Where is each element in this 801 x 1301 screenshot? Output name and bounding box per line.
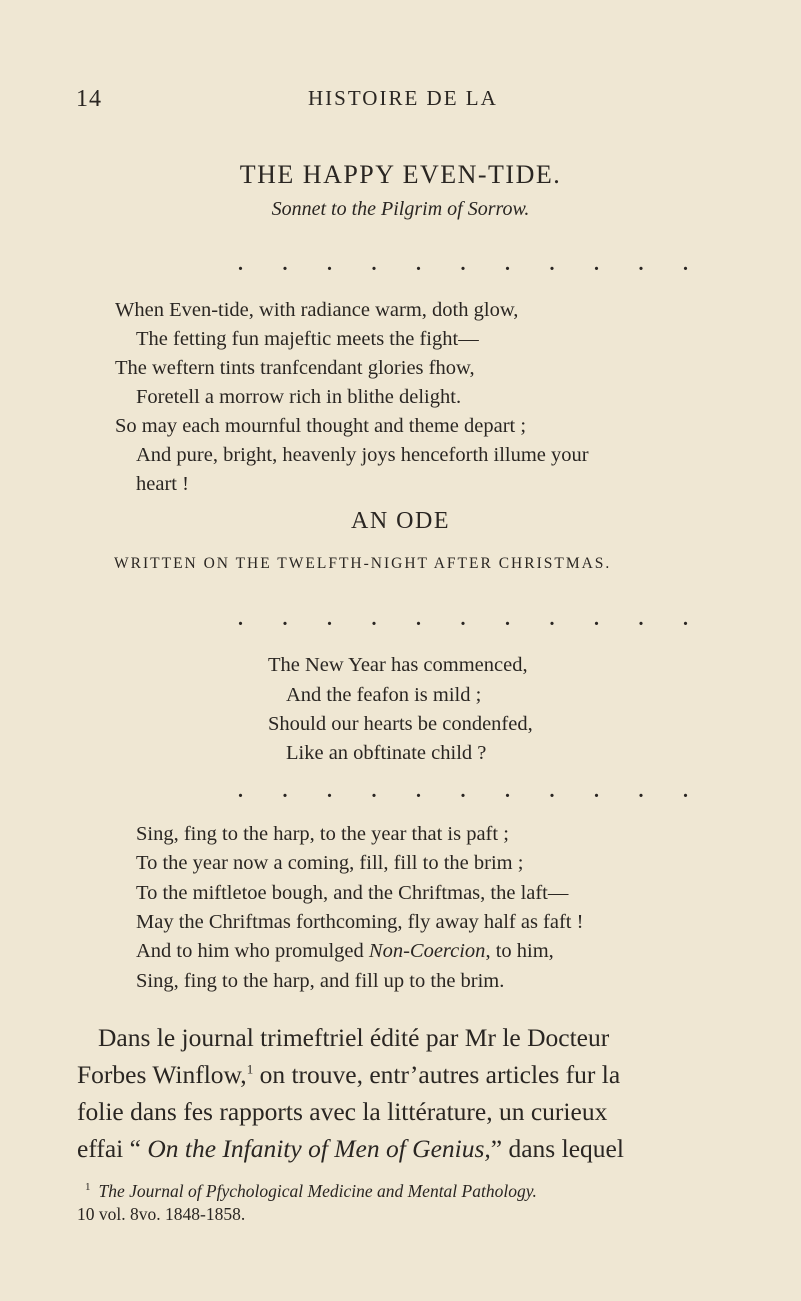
sonnet-subtitle: Sonnet to the Pilgrim of Sorrow. bbox=[271, 198, 530, 220]
prose-text: effai “ bbox=[77, 1134, 148, 1163]
footnote-line2: 10 vol. 8vo. 1848-1858. bbox=[77, 1204, 246, 1224]
prose-line bbox=[77, 1136, 624, 1162]
sonnet-line: So may each mournful thought and theme depart ; bbox=[115, 415, 527, 437]
ode-stanza2-line: To the miftletoe bough, and the Chriftmas, the laft— bbox=[136, 882, 569, 904]
sonnet-line: And pure, bright, heavenly joys henceforth illume your bbox=[136, 444, 589, 466]
running-head bbox=[0, 86, 801, 116]
ode-stanza2-line: Sing, fing to the harp, to the year that is paft ; bbox=[136, 823, 509, 845]
prose-line: folie dans fes rapports avec la littérature, un curieux bbox=[77, 1097, 608, 1126]
ode-title: AN ODE bbox=[351, 508, 450, 534]
prose-text: Forbes Winflow, bbox=[77, 1060, 247, 1089]
ode-stanza1-line: Like an obftinate child ? bbox=[286, 742, 487, 764]
prose-line: Dans le journal trimeftriel édité par Mr le Docteur bbox=[98, 1023, 610, 1052]
ellipsis-row: . . . . . . . . . . . bbox=[238, 780, 688, 802]
footnote bbox=[77, 1182, 537, 1200]
footnote-mark: 1 bbox=[85, 1181, 91, 1193]
sonnet-line: heart ! bbox=[136, 473, 189, 495]
ellipsis-row: . . . . . . . . . . . bbox=[238, 253, 688, 275]
footnote-title: The Journal of Pfychological Medicine and Mental Pathology. bbox=[98, 1180, 537, 1201]
ode-stanza2-line: May the Chriftmas forthcoming, fly away half as faft ! bbox=[136, 911, 584, 933]
ode-stanza2-line bbox=[136, 941, 554, 962]
sonnet-line: When Even-tide, with radiance warm, doth glow, bbox=[115, 299, 519, 321]
ode-subtitle: WRITTEN ON THE TWELFTH-NIGHT AFTER CHRISTMAS. bbox=[114, 555, 612, 572]
footnote-ref: 1 bbox=[246, 1061, 254, 1077]
ode-stanza1-line: The New Year has commenced, bbox=[268, 654, 528, 676]
sonnet-line: The fetting fun majeftic meets the fight— bbox=[136, 328, 479, 350]
running-head-title: HISTOIRE DE LA bbox=[308, 86, 498, 110]
ode-line-non-coercion: And to him who promulged Non-Coercion, to him, bbox=[136, 940, 554, 962]
ellipsis-row: . . . . . . . . . . . bbox=[238, 608, 688, 630]
sonnet-line: Foretell a morrow rich in blithe delight. bbox=[136, 386, 462, 408]
essay-title: On the Infanity of Men of Genius, bbox=[147, 1134, 491, 1163]
ode-stanza1-line: Should our hearts be condenfed, bbox=[268, 713, 533, 735]
prose-text: ” dans lequel bbox=[490, 1134, 624, 1163]
ode-stanza1-line: And the feafon is mild ; bbox=[286, 684, 482, 706]
sonnet-title: THE HAPPY EVEN-TIDE. bbox=[239, 160, 562, 189]
page-number: 14 bbox=[76, 86, 102, 112]
prose-text: on trouve, entr’autres articles fur la bbox=[253, 1060, 621, 1089]
ode-stanza2-line: Sing, fing to the harp, and fill up to the brim. bbox=[136, 970, 505, 992]
ode-stanza2-line: To the year now a coming, fill, fill to the brim ; bbox=[136, 852, 524, 874]
prose-line bbox=[77, 1062, 620, 1088]
sonnet-line: The weftern tints tranfcendant glories fhow, bbox=[115, 357, 475, 379]
